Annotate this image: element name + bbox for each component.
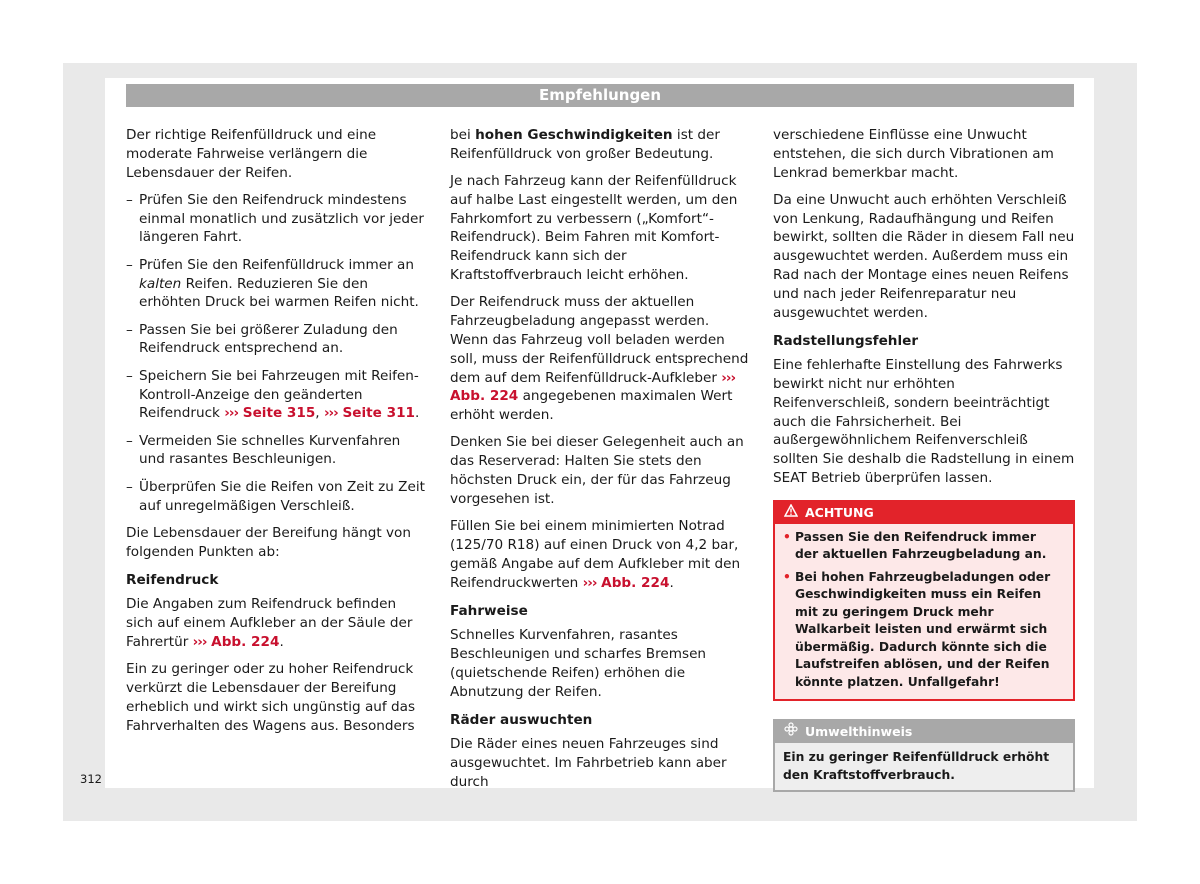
spare-wheel-paragraph: Denken Sie bei dieser Gelegenheit auch an das Reserverad: Halten Sie stets den höchsten Druck ein, der für das Fahrzeug vorgesehen ist.	[450, 434, 744, 507]
comfort-paragraph: Je nach Fahrzeug kann der Reifenfülldruck auf halbe Last eingestellt werden, um den Fahrkomfort zu verbessern („Komfort“-Reifendruck). Beim Fahren mit Komfort-Reifendruck kann sich der Kraftstoffverbrauch leicht erhöhen.	[450, 173, 738, 284]
warning-header: ACHTUNG	[775, 502, 1073, 524]
fahrweise-paragraph: Schnelles Kurvenfahren, rasantes Beschleunigen und scharfes Bremsen (quietschende Reifen) erhöhen die Abnutzung der Reifen.	[450, 627, 707, 700]
list-item: – Überprüfen Sie die Reifen von Zeit zu Zeit auf unregelmäßigen Verschleiß.	[126, 478, 426, 516]
environment-header: Umwelthinweis	[775, 721, 1073, 743]
figure-reference-link[interactable]: ››› Abb. 224	[582, 574, 670, 591]
environment-text: Ein zu geringer Reifenfülldruck erhöht den Kraftstoffverbrauch.	[783, 750, 1050, 782]
heading-auswuchten: Räder auswuchten	[450, 712, 593, 729]
list-item: – Passen Sie bei größerer Zuladung den Reifendruck entsprechend an.	[126, 321, 426, 359]
page-number: 312	[80, 772, 102, 786]
pressure-effect-paragraph: Ein zu geringer oder zu hoher Reifendruck verkürzt die Lebensdauer der Bereifung erheblich und wirkt sich ungünstig auf das Fahrverhalten des Wagens aus. Besonders	[126, 661, 416, 734]
page-reference-link[interactable]: ››› Seite 315	[224, 405, 316, 422]
list-item: – Vermeiden Sie schnelles Kurvenfahren und rasantes Beschleunigen.	[126, 432, 426, 470]
warning-item: • Passen Sie den Reifendruck immer der aktuellen Fahrzeugbeladung an.	[783, 529, 1063, 564]
warning-triangle-icon	[783, 502, 799, 524]
reifendruck-paragraph: Die Angaben zum Reifendruck befinden sich auf einem Aufkleber an der Säule der Fahrertür ››› Abb. 224.	[126, 596, 413, 650]
figure-reference-link[interactable]: ››› Abb. 224	[450, 369, 736, 405]
recommendation-list	[126, 191, 426, 515]
heading-fahrweise: Fahrweise	[450, 603, 528, 620]
intro-paragraph: Der richtige Reifenfülldruck und eine moderate Fahrweise verlängern die Lebensdauer der Reifen.	[126, 127, 377, 181]
list-item: – Prüfen Sie den Reifendruck mindestens einmal monatlich und zusätzlich vor jeder längeren Fahrt.	[126, 191, 426, 247]
page-reference-link[interactable]: ››› Seite 311	[323, 405, 415, 422]
auswuchten-paragraph: Die Räder eines neuen Fahrzeuges sind ausgewuchtet. Im Fahrbetrieb kann aber durch	[450, 736, 727, 790]
list-item: – Prüfen Sie den Reifenfülldruck immer an kalten Reifen. Reduzieren Sie den erhöhten Druck bei warmen Reifen nicht.	[126, 256, 426, 312]
emergency-wheel-paragraph: Füllen Sie bei einem minimierten Notrad (125/70 R18) auf einen Druck von 4,2 bar, gemäß Angabe auf dem Aufkleber mit den Reifendruckwerten ››› Abb. 224.	[450, 518, 741, 591]
figure-reference-link[interactable]: ››› Abb. 224	[192, 633, 280, 650]
column-3	[773, 126, 1075, 792]
heading-reifendruck: Reifendruck	[126, 572, 219, 589]
flower-icon	[783, 721, 799, 743]
load-paragraph: Der Reifendruck muss der aktuellen Fahrzeugbeladung angepasst werden. Wenn das Fahrzeug voll beladen werden soll, muss der Reifenfülldruck entsprechend dem auf dem Reifenfülldruck-Aufkleber ››› Abb. 224 angegebenen maximalen Wert erhöht werden.	[450, 294, 749, 424]
list-item: – Speichern Sie bei Fahrzeugen mit Reifen-Kontroll-Anzeige den geänderten Reifendruck ››› Seite 315, ››› Seite 311.	[126, 367, 426, 423]
warning-item: • Bei hohen Fahrzeugbeladungen oder Geschwindigkeiten muss ein Reifen mit zu geringem Druck mehr Walkarbeit leisten und erwärmt sich übermäßig. Dadurch könnte sich die Laufstreifen ablösen, und der Reifen könnte platzen. Unfallgefahr!	[783, 569, 1063, 692]
environment-note-box	[773, 719, 1075, 792]
column-1	[126, 126, 426, 744]
radstellung-paragraph: Eine fehlerhafte Einstellung des Fahrwerks bewirkt nicht nur erhöhten Reifenverschleiß, sondern beeinträchtigt auch die Fahrsicherheit. Bei außergewöhnlichem Reifenverschleiß sollten Sie deshalb die Radstellung in einem SEAT Betrieb überprüfen lassen.	[773, 357, 1075, 487]
balancing-paragraph: Da eine Unwucht auch erhöhten Verschleiß von Lenkung, Radaufhängung und Reifen bewirkt, sollten die Räder in diesem Fall neu ausgewuchtet werden. Außerdem muss ein Rad nach der Montage eines neuen Reifens und nach jeder Reifenreparatur neu ausgewuchtet werden.	[773, 191, 1075, 321]
speed-paragraph: bei hohen Geschwindigkeiten ist der Reifenfülldruck von großer Bedeutung.	[450, 127, 721, 162]
warning-box	[773, 500, 1075, 702]
column-2	[450, 126, 750, 800]
lifetime-paragraph: Die Lebensdauer der Bereifung hängt von folgenden Punkten ab:	[126, 524, 411, 560]
heading-radstellung: Radstellungsfehler	[773, 333, 919, 350]
warning-body	[775, 524, 1073, 700]
imbalance-paragraph: verschiedene Einflüsse eine Unwucht entstehen, die sich durch Vibrationen am Lenkrad bemerkbar macht.	[773, 127, 1054, 181]
section-header: Empfehlungen	[126, 84, 1074, 107]
